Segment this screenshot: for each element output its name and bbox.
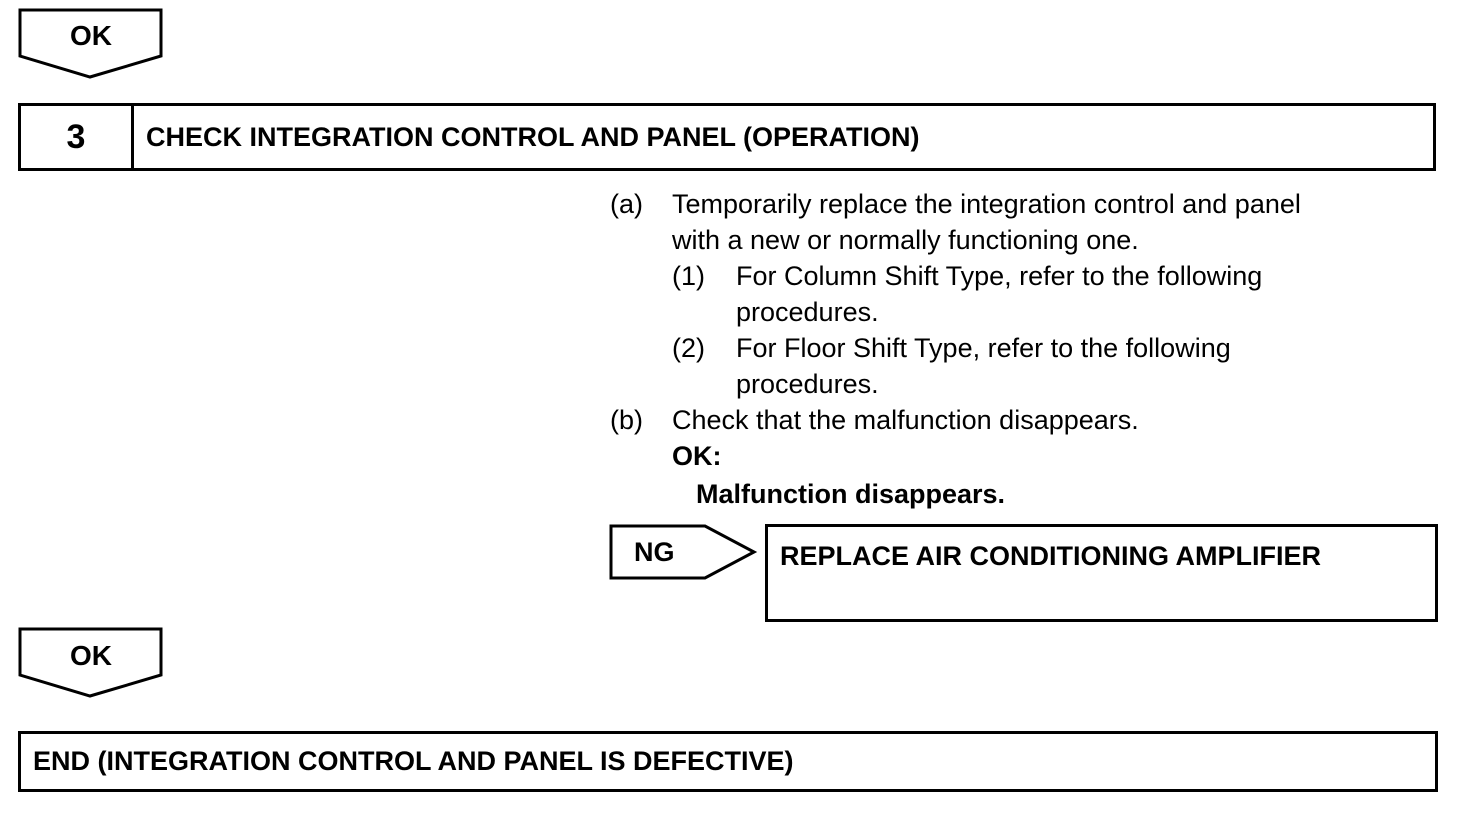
step-header [18,103,1436,171]
ng-result-box: REPLACE AIR CONDITIONING AMPLIFIER [765,524,1438,622]
procedure-b-ok-value: Malfunction disappears. [696,479,1006,509]
step-number: 3 [21,106,134,168]
step-title: CHECK INTEGRATION CONTROL AND PANEL (OPERATION) [146,121,920,152]
ok-label: OK [70,640,112,671]
ng-label: NG [634,537,675,567]
ok-label: OK [70,20,112,51]
procedure-b-marker: (b) [610,405,643,435]
procedure-a2-line1: For Floor Shift Type, refer to the following [736,333,1231,363]
right-arrow-icon [609,524,759,582]
end-box: END (INTEGRATION CONTROL AND PANEL IS DEFECTIVE) [18,731,1438,792]
procedure-a-line2: with a new or normally functioning one. [672,225,1139,255]
procedure-a1-marker: (1) [672,261,705,291]
procedure-a2-marker: (2) [672,333,705,363]
procedure-a-marker: (a) [610,189,643,219]
procedure-a2-line2: procedures. [736,369,879,399]
procedure-b-line1: Check that the malfunction disappears. [672,405,1139,435]
procedure-b-ok-label: OK: [672,441,722,471]
procedure-a1-line2: procedures. [736,297,879,327]
procedure-a-line1: Temporarily replace the integration control and panel [672,189,1301,219]
procedure-a1-line1: For Column Shift Type, refer to the following [736,261,1263,291]
